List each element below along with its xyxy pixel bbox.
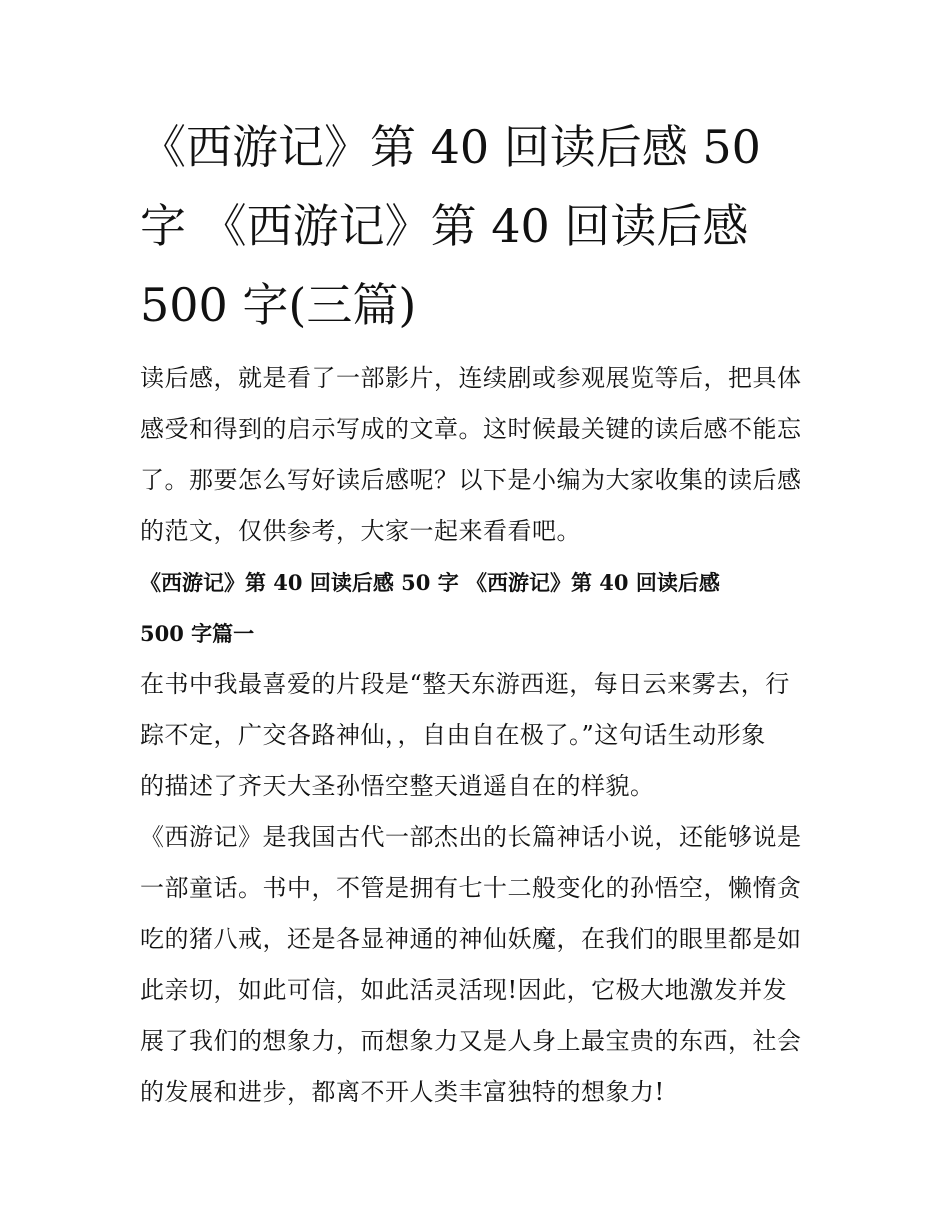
document-title xyxy=(140,108,820,345)
text-line: 《西游记》是我国古代一部杰出的长篇神话小说，还能够说是 xyxy=(140,823,802,851)
title-line: 字 《西游记》第 40 回读后感 xyxy=(140,199,749,253)
title-line: 500 字(三篇) xyxy=(140,278,417,332)
document-content xyxy=(140,108,820,1118)
text-line: 了。那要怎么写好读后感呢？以下是小编为大家收集的读后感 xyxy=(140,466,802,494)
section-heading xyxy=(140,557,820,659)
body-paragraph-1 xyxy=(140,659,820,812)
text-line: 的发展和进步，都离不开人类丰富独特的想象力! xyxy=(140,1078,665,1106)
heading-line: 《西游记》第 40 回读后感 50 字 《西游记》第 40 回读后感 xyxy=(140,570,720,595)
text-line: 吃的猪八戒，还是各显神通的神仙妖魔，在我们的眼里都是如 xyxy=(140,925,802,953)
text-line: 此亲切，如此可信，如此活灵活现!因此，它极大地激发并发 xyxy=(140,976,788,1004)
text-line: 的描述了齐天大圣孙悟空整天逍遥自在的样貌。 xyxy=(140,772,655,800)
text-line: 在书中我最喜爱的片段是“整天东游西逛，每日云来雾去，行 xyxy=(140,670,790,698)
text-line: 展了我们的想象力，而想象力又是人身上最宝贵的东西，社会 xyxy=(140,1027,802,1055)
text-line: 的范文，仅供参考，大家一起来看看吧。 xyxy=(140,517,581,545)
intro-paragraph xyxy=(140,353,820,557)
body-paragraph-2 xyxy=(140,812,820,1118)
text-line: 感受和得到的启示写成的文章。这时候最关键的读后感不能忘 xyxy=(140,415,802,443)
title-line: 《西游记》第 40 回读后感 50 xyxy=(140,120,761,174)
heading-line: 500 字篇一 xyxy=(140,621,255,646)
text-line: 一部童话。书中，不管是拥有七十二般变化的孙悟空，懒惰贪 xyxy=(140,874,802,902)
text-line: 踪不定，广交各路神仙，，自由自在极了。”这句话生动形象 xyxy=(140,721,766,749)
text-line: 读后感，就是看了一部影片，连续剧或参观展览等后，把具体 xyxy=(140,364,802,392)
